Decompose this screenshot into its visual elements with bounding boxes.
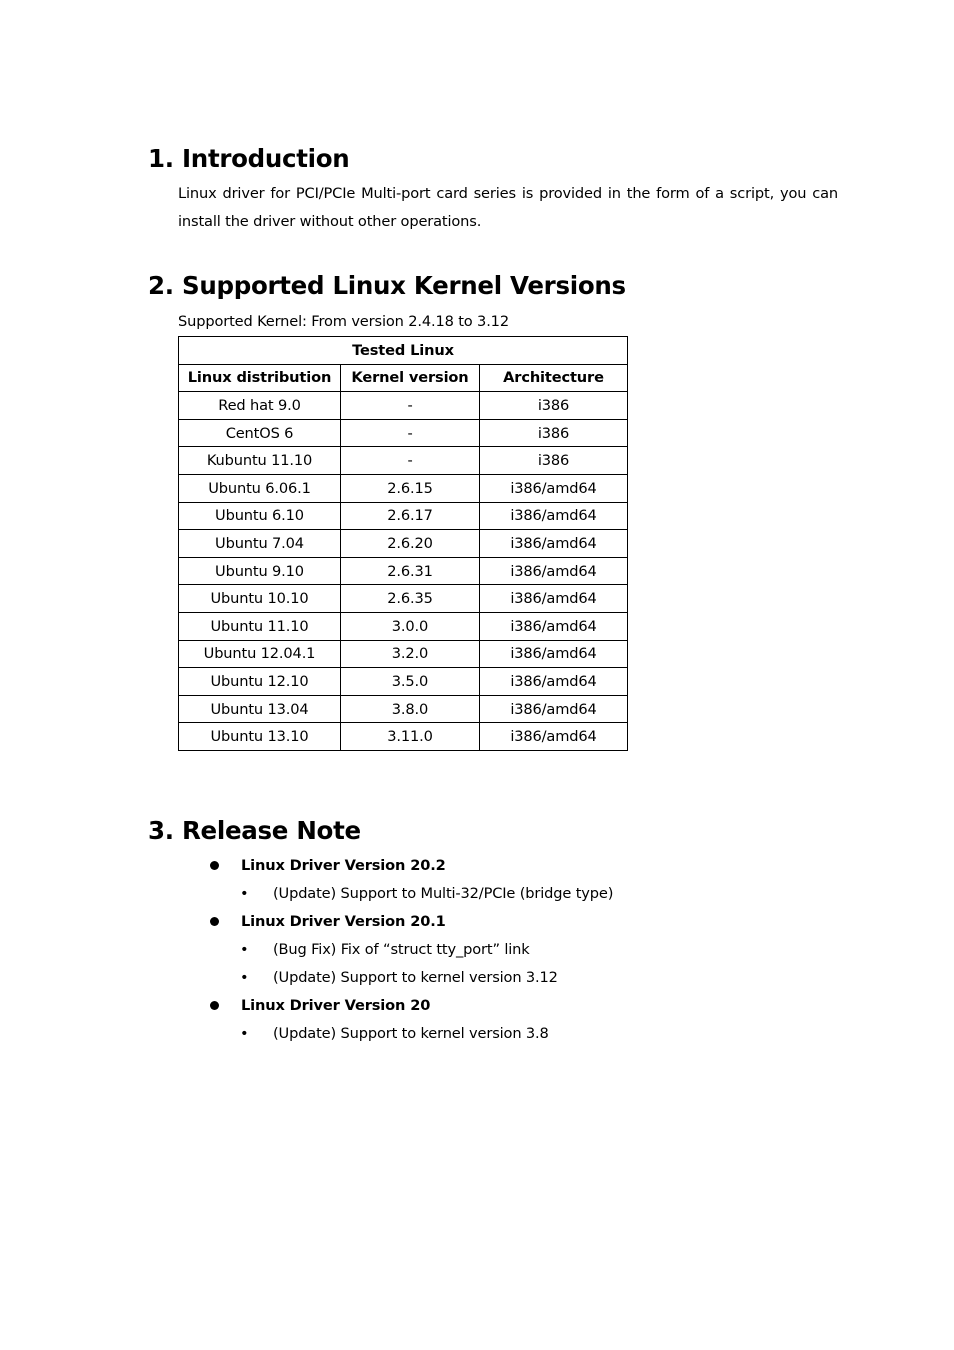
table-row bbox=[179, 447, 628, 475]
cell-distribution: Ubuntu 12.10 bbox=[179, 668, 341, 696]
release-item-text: (Bug Fix) Fix of “struct tty_port” link bbox=[273, 941, 530, 958]
cell-architecture: i386/amd64 bbox=[480, 668, 628, 696]
cell-architecture: i386/amd64 bbox=[480, 557, 628, 585]
cell-kernel: 3.11.0 bbox=[341, 723, 480, 751]
cell-distribution: Ubuntu 7.04 bbox=[179, 530, 341, 558]
cell-distribution: Ubuntu 13.04 bbox=[179, 695, 341, 723]
cell-architecture: i386/amd64 bbox=[480, 474, 628, 502]
table-row bbox=[179, 502, 628, 530]
column-header-architecture: Architecture bbox=[480, 364, 628, 392]
release-item-text: (Update) Support to kernel version 3.8 bbox=[273, 1025, 549, 1042]
section-heading-introduction: 1. Introduction bbox=[148, 144, 350, 173]
cell-kernel: 3.0.0 bbox=[341, 612, 480, 640]
cell-distribution: Ubuntu 10.10 bbox=[179, 585, 341, 613]
release-item-text: (Update) Support to Multi-32/PCIe (bridge type) bbox=[273, 885, 614, 902]
cell-distribution: Ubuntu 6.10 bbox=[179, 502, 341, 530]
cell-architecture: i386/amd64 bbox=[480, 612, 628, 640]
column-header-distribution: Linux distribution bbox=[179, 364, 341, 392]
cell-kernel: 2.6.35 bbox=[341, 585, 480, 613]
cell-architecture: i386 bbox=[480, 419, 628, 447]
release-item bbox=[0, 880, 954, 908]
small-bullet-icon: • bbox=[240, 941, 249, 958]
cell-kernel: 2.6.20 bbox=[341, 530, 480, 558]
cell-distribution: CentOS 6 bbox=[179, 419, 341, 447]
section-heading-release-note: 3. Release Note bbox=[148, 816, 361, 845]
cell-architecture: i386/amd64 bbox=[480, 695, 628, 723]
table-row bbox=[179, 530, 628, 558]
column-header-kernel: Kernel version bbox=[341, 364, 480, 392]
cell-distribution: Red hat 9.0 bbox=[179, 392, 341, 420]
release-version bbox=[0, 852, 954, 880]
filled-circle-icon bbox=[210, 1001, 219, 1010]
cell-kernel: 3.5.0 bbox=[341, 668, 480, 696]
release-version-title: Linux Driver Version 20.2 bbox=[241, 857, 446, 874]
filled-circle-icon bbox=[210, 917, 219, 926]
introduction-paragraph: Linux driver for PCI/PCIe Multi-port card series is provided in the form of a script, you can install the driver without other operations. bbox=[178, 185, 838, 230]
cell-kernel: 3.2.0 bbox=[341, 640, 480, 668]
supported-kernel-note: Supported Kernel: From version 2.4.18 to 3.12 bbox=[178, 313, 509, 330]
cell-architecture: i386/amd64 bbox=[480, 723, 628, 751]
cell-architecture: i386 bbox=[480, 447, 628, 475]
table-caption: Tested Linux bbox=[179, 337, 628, 365]
release-item bbox=[0, 964, 954, 992]
table-row bbox=[179, 392, 628, 420]
cell-architecture: i386/amd64 bbox=[480, 585, 628, 613]
release-version bbox=[0, 992, 954, 1020]
table-row bbox=[179, 419, 628, 447]
small-bullet-icon: • bbox=[240, 969, 249, 986]
release-notes-list bbox=[0, 852, 954, 1048]
table-row bbox=[179, 474, 628, 502]
table-row bbox=[179, 640, 628, 668]
cell-architecture: i386/amd64 bbox=[480, 530, 628, 558]
cell-architecture: i386/amd64 bbox=[480, 640, 628, 668]
cell-distribution: Ubuntu 13.10 bbox=[179, 723, 341, 751]
cell-kernel: 2.6.31 bbox=[341, 557, 480, 585]
cell-kernel: 2.6.15 bbox=[341, 474, 480, 502]
table-row bbox=[179, 612, 628, 640]
release-item bbox=[0, 936, 954, 964]
cell-distribution: Ubuntu 6.06.1 bbox=[179, 474, 341, 502]
small-bullet-icon: • bbox=[240, 1025, 249, 1042]
cell-architecture: i386 bbox=[480, 392, 628, 420]
cell-kernel: - bbox=[341, 392, 480, 420]
cell-kernel: - bbox=[341, 447, 480, 475]
cell-distribution: Ubuntu 12.04.1 bbox=[179, 640, 341, 668]
filled-circle-icon bbox=[210, 861, 219, 870]
table-row bbox=[179, 557, 628, 585]
release-item bbox=[0, 1020, 954, 1048]
cell-architecture: i386/amd64 bbox=[480, 502, 628, 530]
table-row bbox=[179, 668, 628, 696]
table-row bbox=[179, 723, 628, 751]
cell-kernel: 3.8.0 bbox=[341, 695, 480, 723]
small-bullet-icon: • bbox=[240, 885, 249, 902]
release-version-title: Linux Driver Version 20 bbox=[241, 997, 431, 1014]
release-version-title: Linux Driver Version 20.1 bbox=[241, 913, 446, 930]
tested-linux-table bbox=[178, 336, 628, 751]
cell-distribution: Kubuntu 11.10 bbox=[179, 447, 341, 475]
cell-distribution: Ubuntu 11.10 bbox=[179, 612, 341, 640]
release-version bbox=[0, 908, 954, 936]
table-row bbox=[179, 695, 628, 723]
cell-distribution: Ubuntu 9.10 bbox=[179, 557, 341, 585]
table-row bbox=[179, 585, 628, 613]
cell-kernel: 2.6.17 bbox=[341, 502, 480, 530]
cell-kernel: - bbox=[341, 419, 480, 447]
section-heading-kernel-versions: 2. Supported Linux Kernel Versions bbox=[148, 271, 626, 300]
release-item-text: (Update) Support to kernel version 3.12 bbox=[273, 969, 558, 986]
